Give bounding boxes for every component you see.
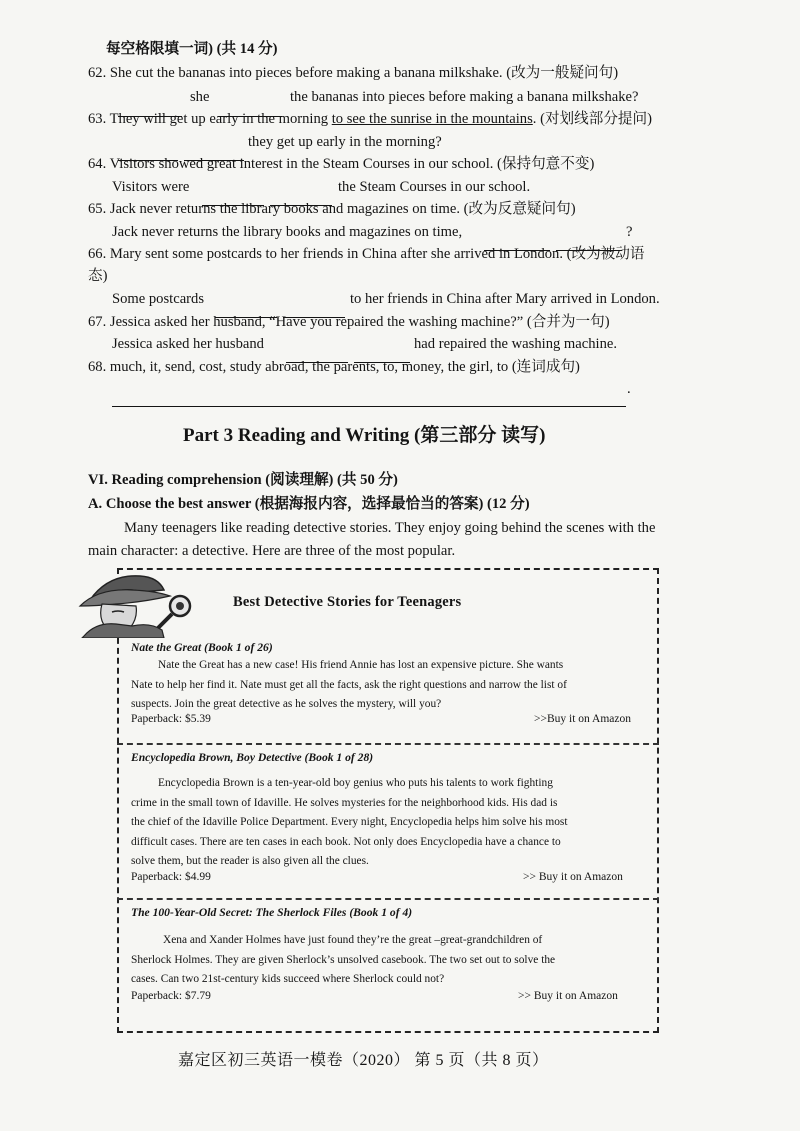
question-63-text: 63. They will get up early in the morning xyxy=(88,111,332,127)
story-line: cases. Can two 21st-century kids succeed where Sherlock could not? xyxy=(131,973,445,985)
page-footer: 嘉定区初三英语一模卷（2020） 第 5 页（共 8 页） xyxy=(178,1052,549,1069)
question-66: 66. Mary sent some postcards to her friends in China after she arrived in London. (改为被动语 xyxy=(88,246,645,262)
section-title: VI. Reading comprehension (阅读理解) (共 50 分) xyxy=(88,472,398,488)
answer-line-end: . xyxy=(627,381,631,397)
question-67: 67. Jessica asked her husband, “Have you repaired the washing machine?” (合并为一句) xyxy=(88,314,610,330)
story-line: suspects. Join the great detective as he solves the mystery, will you? xyxy=(131,698,442,710)
question-65: 65. Jack never returns the library books and magazines on time. (改为反意疑问句) xyxy=(88,201,576,217)
question-64-answer-text: the Steam Courses in our school. xyxy=(338,179,531,195)
intro-paragraph: Many teenagers like reading detective stories. They enjoy going behind the scenes with the xyxy=(124,520,656,536)
question-66-answer-text: to her friends in China after Mary arrived in London. xyxy=(350,291,660,307)
question-66-continued: 态) xyxy=(88,268,108,284)
story-line: crime in the small town of Idaville. He solves mysteries for the neighborhood kids. His dad is xyxy=(131,796,558,809)
story-line: Nate the Great has a new case! His friend Annie has lost an expensive picture. She wants xyxy=(158,659,564,671)
divider xyxy=(117,898,659,900)
divider xyxy=(117,743,659,745)
part-title: Part 3 Reading and Writing (第三部分 读写) xyxy=(183,425,546,446)
question-63-instruction: . (对划线部分提问) xyxy=(532,111,652,127)
intro-paragraph: main character: a detective. Here are three of the most popular. xyxy=(88,543,456,559)
story-line: Nate to help her find it. Nate must get all the facts, ask the right questions and narrow the list of xyxy=(131,678,567,691)
buy-link[interactable]: >>Buy it on Amazon xyxy=(534,713,631,725)
poster-title: Best Detective Stories for Teenagers xyxy=(233,594,462,610)
story-line: Sherlock Holmes. They are given Sherlock’s unsolved casebook. The two set out to solve the xyxy=(131,953,556,966)
question-64: 64. Visitors showed great interest in the Steam Courses in our school. (保持句意不变) xyxy=(88,156,595,172)
question-66-answer-text: Some postcards xyxy=(112,291,205,307)
price: Paperback: $5.39 xyxy=(131,713,211,725)
story-line: difficult cases. There are ten cases in each book. Not only does Encyclopedia have a chance to xyxy=(131,835,561,848)
story-description xyxy=(131,774,651,872)
story-line: Xena and Xander Holmes have just found they’re the great –great-grandchildren of xyxy=(163,934,543,946)
question-62-answer-text: she xyxy=(190,89,210,105)
question-62-answer-text: the bananas into pieces before making a banana milkshake? xyxy=(290,89,639,105)
subsection-title: A. Choose the best answer (根据海报内容，选择最恰当的答案) (12 分) xyxy=(88,496,530,512)
buy-link[interactable]: >> Buy it on Amazon xyxy=(523,871,623,883)
answer-line[interactable] xyxy=(112,393,626,407)
story-line: the chief of the Idaville Police Department. Every night, Encyclopedia helps him solve his most xyxy=(131,816,568,828)
price: Paperback: $7.79 xyxy=(131,990,211,1002)
question-63 xyxy=(88,110,652,128)
question-67-answer-text: Jessica asked her husband xyxy=(112,336,264,352)
story-title: Nate the Great (Book 1 of 26) xyxy=(131,641,273,654)
question-67-answer-text: had repaired the washing machine. xyxy=(414,336,618,352)
story-description xyxy=(131,931,631,990)
story-title: Encyclopedia Brown, Boy Detective (Book 1 of 28) xyxy=(131,751,374,764)
question-62: 62. She cut the bananas into pieces before making a banana milkshake. (改为一般疑问句) xyxy=(88,65,619,81)
story-line: Encyclopedia Brown is a ten-year-old boy genius who puts his talents to work fighting xyxy=(158,777,553,789)
question-65-answer-text: Jack never returns the library books and magazines on time, xyxy=(112,224,463,240)
buy-link[interactable]: >> Buy it on Amazon xyxy=(518,990,618,1002)
section-instruction: 每空格限填一词) (共 14 分) xyxy=(106,41,278,57)
question-63-answer-text: they get up early in the morning? xyxy=(248,134,442,150)
underlined-phrase: to see the sunrise in the mountains xyxy=(331,111,533,127)
story-title: The 100-Year-Old Secret: The Sherlock Files (Book 1 of 4) xyxy=(131,906,413,919)
story-line: solve them, but the reader is also given all the clues. xyxy=(131,855,369,867)
story-description xyxy=(131,656,651,715)
question-65-answer-text: ? xyxy=(626,224,633,240)
question-64-answer-text: Visitors were xyxy=(112,179,190,195)
detective-icon xyxy=(72,566,200,638)
question-68: 68. much, it, send, cost, study abroad, the parents, to, money, the girl, to (连词成句) xyxy=(88,359,580,375)
price: Paperback: $4.99 xyxy=(131,871,211,883)
